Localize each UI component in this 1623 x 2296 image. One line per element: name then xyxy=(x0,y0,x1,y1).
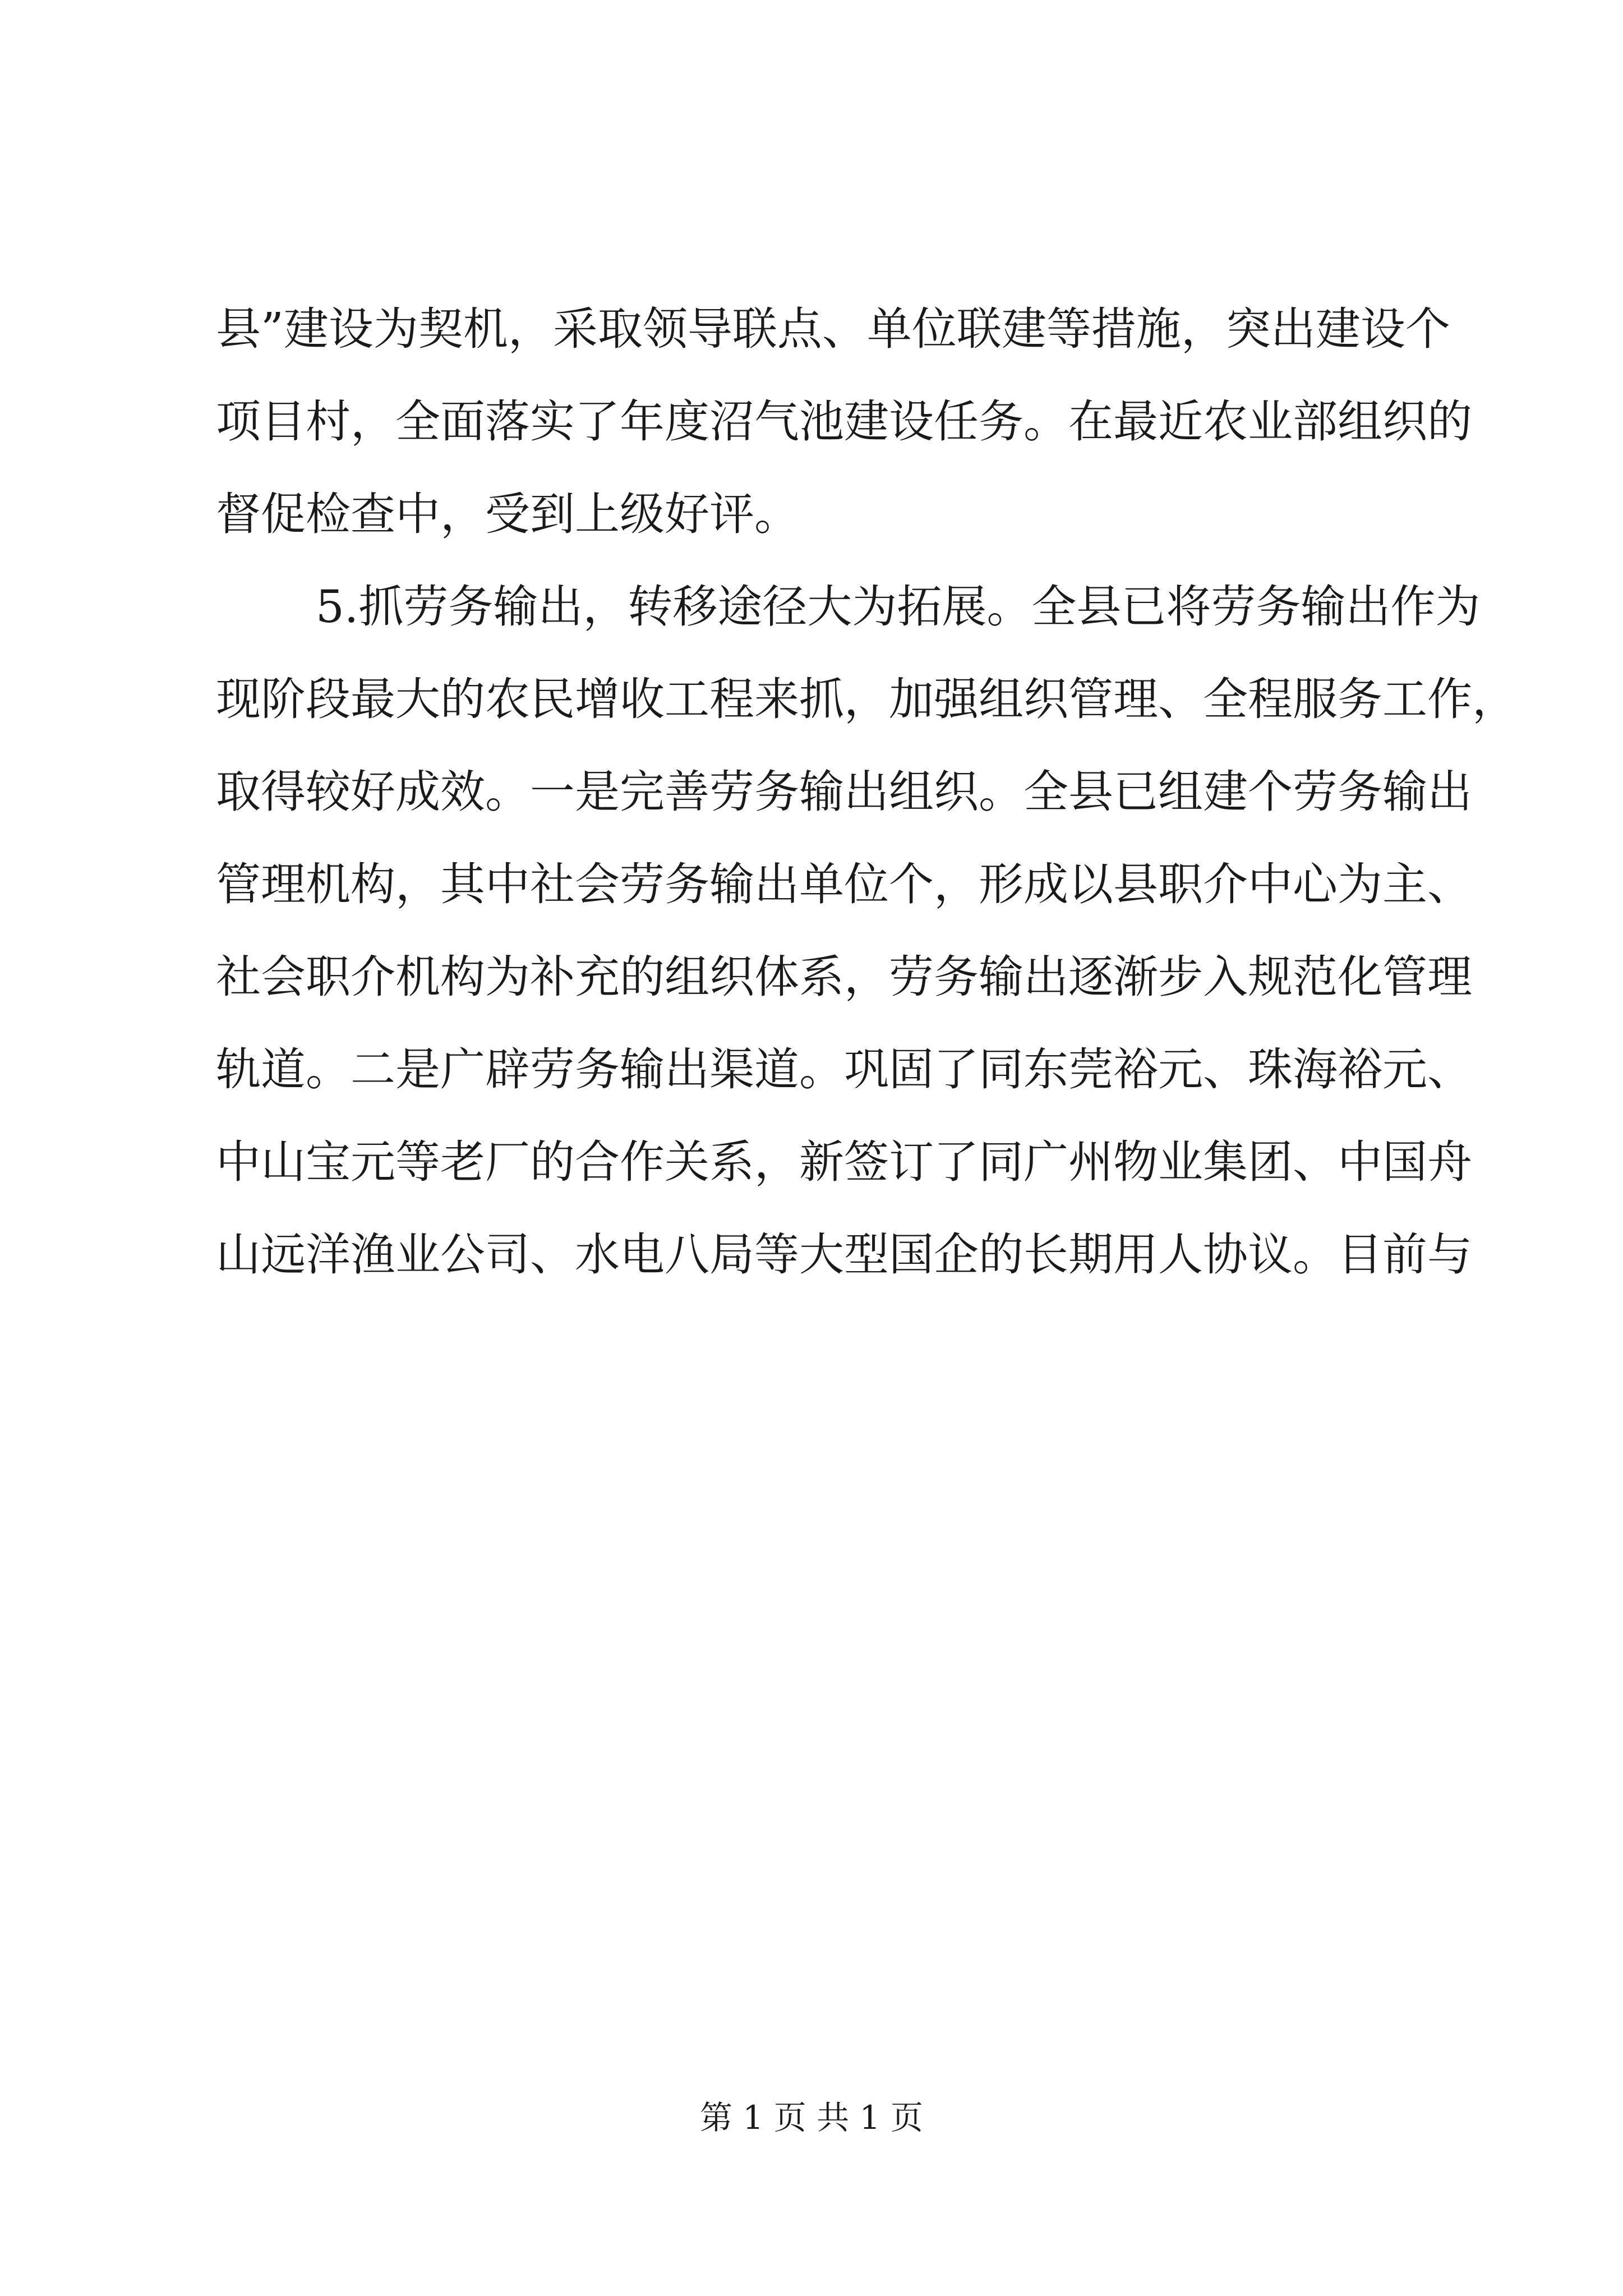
paragraph-1-line-2: 项目村，全面落实了年度沼气池建设任务。在最近农业部组织的 xyxy=(216,395,1472,448)
paragraph-2-line-8: 山远洋渔业公司、水电八局等大型国企的长期用人协议。目前与 xyxy=(216,1228,1472,1281)
paragraph-2-line-2: 现阶段最大的农民增收工程来抓，加强组织管理、全程服务工作， xyxy=(216,673,1517,725)
paragraph-2-line-1: 5.抓劳务输出，转移途径大为拓展。全县已将劳务输出作为 xyxy=(316,581,1481,633)
paragraph-2-line-7: 中山宝元等老厂的合作关系，新签订了同广州物业集团、中国舟 xyxy=(216,1136,1472,1188)
paragraph-1-line-1: 县”建设为契机，采取领导联点、单位联建等措施，突出建设个 xyxy=(216,303,1450,355)
paragraph-2-line-5: 社会职介机构为补充的组织体系，劳务输出逐渐步入规范化管理 xyxy=(216,951,1472,1003)
paragraph-1-line-3: 督促检查中，受到上级好评。 xyxy=(216,488,799,540)
paragraph-2-line-3: 取得较好成效。一是完善劳务输出组织。全县已组建个劳务输出 xyxy=(216,766,1472,818)
paragraph-2-line-4: 管理机构，其中社会劳务输出单位个，形成以县职介中心为主、 xyxy=(216,858,1472,910)
page-number-footer: 第 1 页 共 1 页 xyxy=(700,2099,923,2137)
paragraph-2-line-6: 轨道。二是广辟劳务输出渠道。巩固了同东莞裕元、珠海裕元、 xyxy=(216,1043,1472,1096)
